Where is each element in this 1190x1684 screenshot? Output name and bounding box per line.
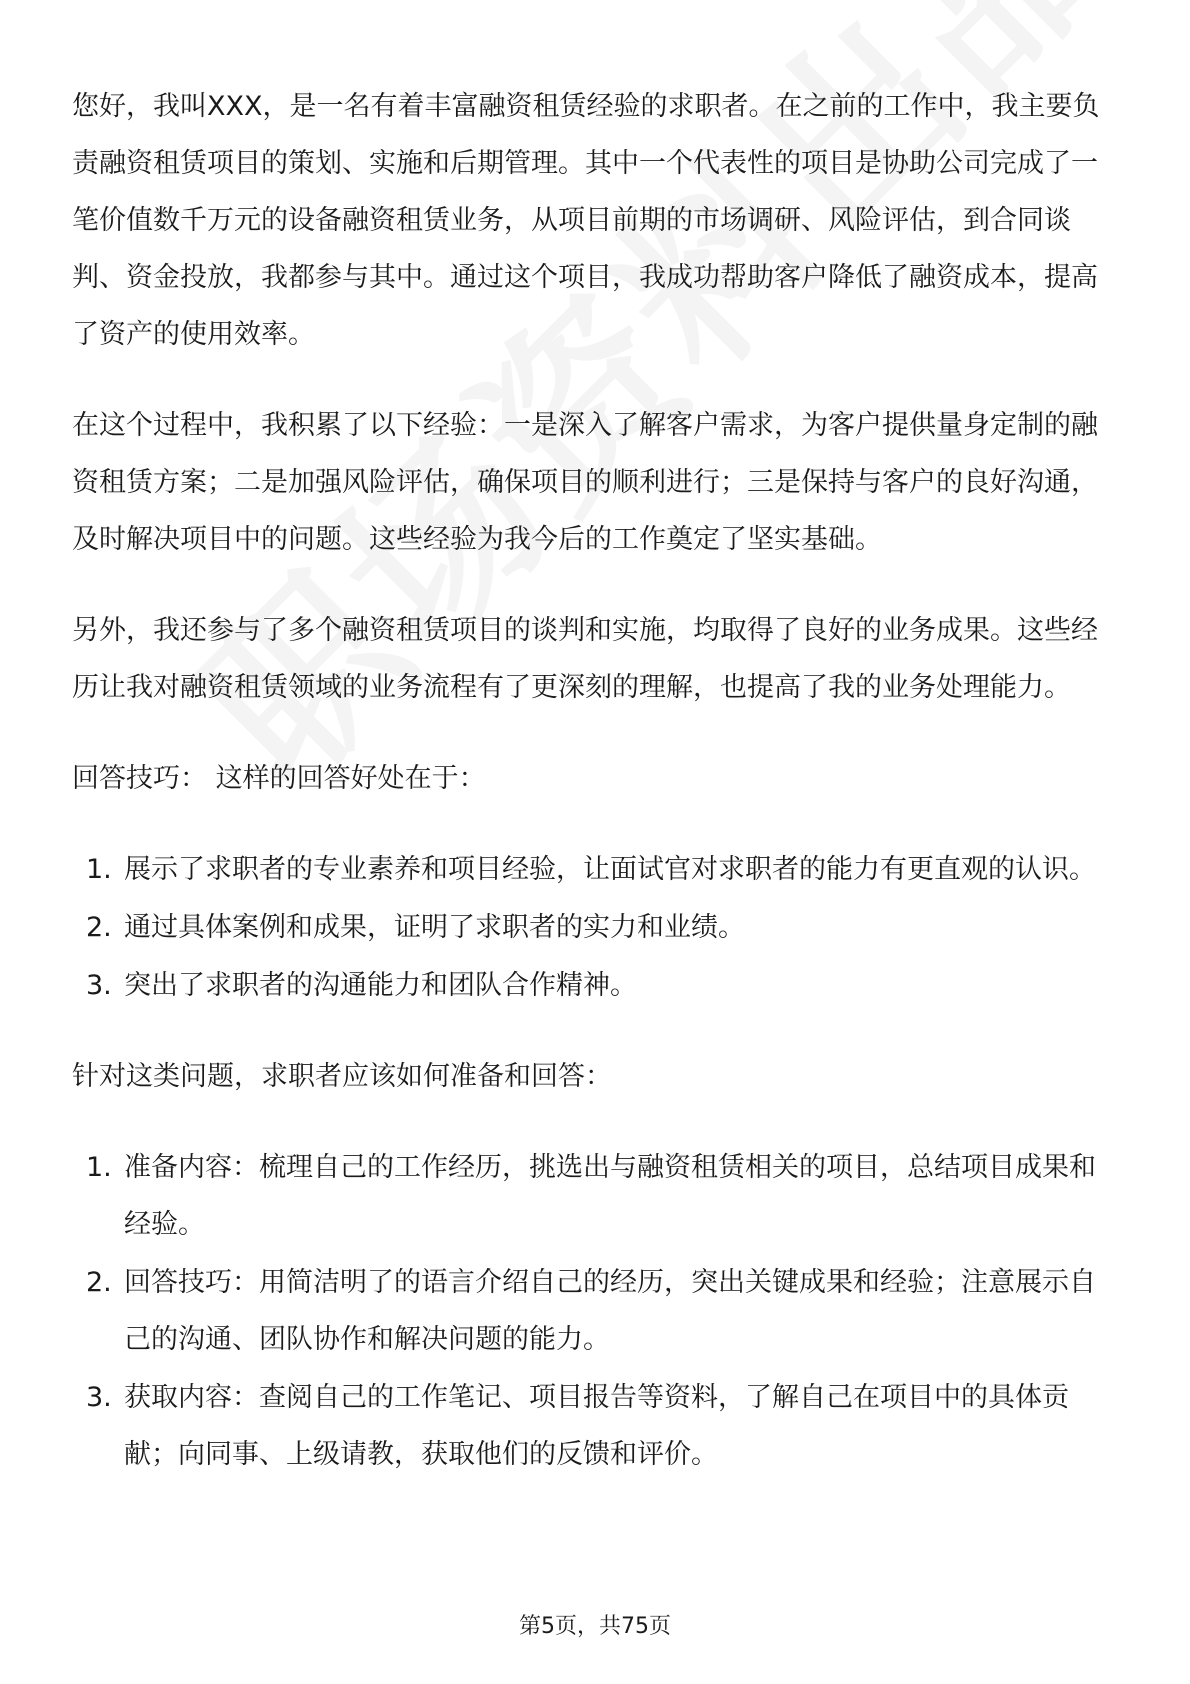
list-item (72, 841, 1122, 898)
list-item-text: 回答技巧：用简洁明了的语言介绍自己的经历，突出关键成果和经验；注意展示自己的沟通、团队协作和解决问题的能力。 (124, 1267, 1096, 1355)
paragraph-experience: 在这个过程中，我积累了以下经验：一是深入了解客户需求，为客户提供量身定制的融资租赁方案；二是加强风险评估，确保项目的顺利进行；三是保持与客户的良好沟通，及时解决项目中的问题。这些经验为我今后的工作奠定了坚实基础。 (72, 410, 1098, 555)
list-item (72, 1139, 1122, 1253)
tips-heading: 回答技巧： 这样的回答好处在于： (72, 763, 486, 794)
paragraph-intro: 您好，我叫XXX，是一名有着丰富融资租赁经验的求职者。在之前的工作中，我主要负责融资租赁项目的策划、实施和后期管理。其中一个代表性的项目是协助公司完成了一笔价值数千万元的设备融资租赁业务，从项目前期的市场调研、风险评估，到合同谈判、资金投放，我都参与其中。通过这个项目，我成功帮助客户降低了融资成本，提高了资产的使用效率。 (72, 91, 1100, 350)
list-item-text: 突出了求职者的沟通能力和团队合作精神。 (124, 970, 637, 1001)
list-number: 2. (86, 1267, 112, 1298)
list-item (72, 899, 1122, 956)
list-item-text: 准备内容：梳理自己的工作经历，挑选出与融资租赁相关的项目，总结项目成果和经验。 (124, 1152, 1096, 1240)
list-number: 1. (86, 854, 112, 885)
document-body (72, 78, 1122, 1517)
list-number: 2. (86, 912, 112, 943)
list-number: 3. (86, 1382, 112, 1413)
list-number: 3. (86, 970, 112, 1001)
prep-heading: 针对这类问题，求职者应该如何准备和回答： (72, 1061, 612, 1092)
list-item-text: 获取内容：查阅自己的工作笔记、项目报告等资料，了解自己在项目中的具体贡献；向同事、上级请教，获取他们的反馈和评价。 (124, 1382, 1069, 1470)
list-item (72, 1369, 1122, 1483)
prep-list (72, 1139, 1122, 1483)
tips-list (72, 841, 1122, 1014)
list-item (72, 957, 1122, 1014)
list-item-text: 通过具体案例和成果，证明了求职者的实力和业绩。 (124, 912, 745, 943)
list-item-text: 展示了求职者的专业素养和项目经验，让面试官对求职者的能力有更直观的认识。 (124, 854, 1096, 885)
list-item (72, 1254, 1122, 1368)
paragraph-additional: 另外，我还参与了多个融资租赁项目的谈判和实施，均取得了良好的业务成果。这些经历让我对融资租赁领域的业务流程有了更深刻的理解，也提高了我的业务处理能力。 (72, 615, 1098, 703)
list-number: 1. (86, 1152, 112, 1183)
page-number: 第5页，共75页 (519, 1614, 671, 1639)
